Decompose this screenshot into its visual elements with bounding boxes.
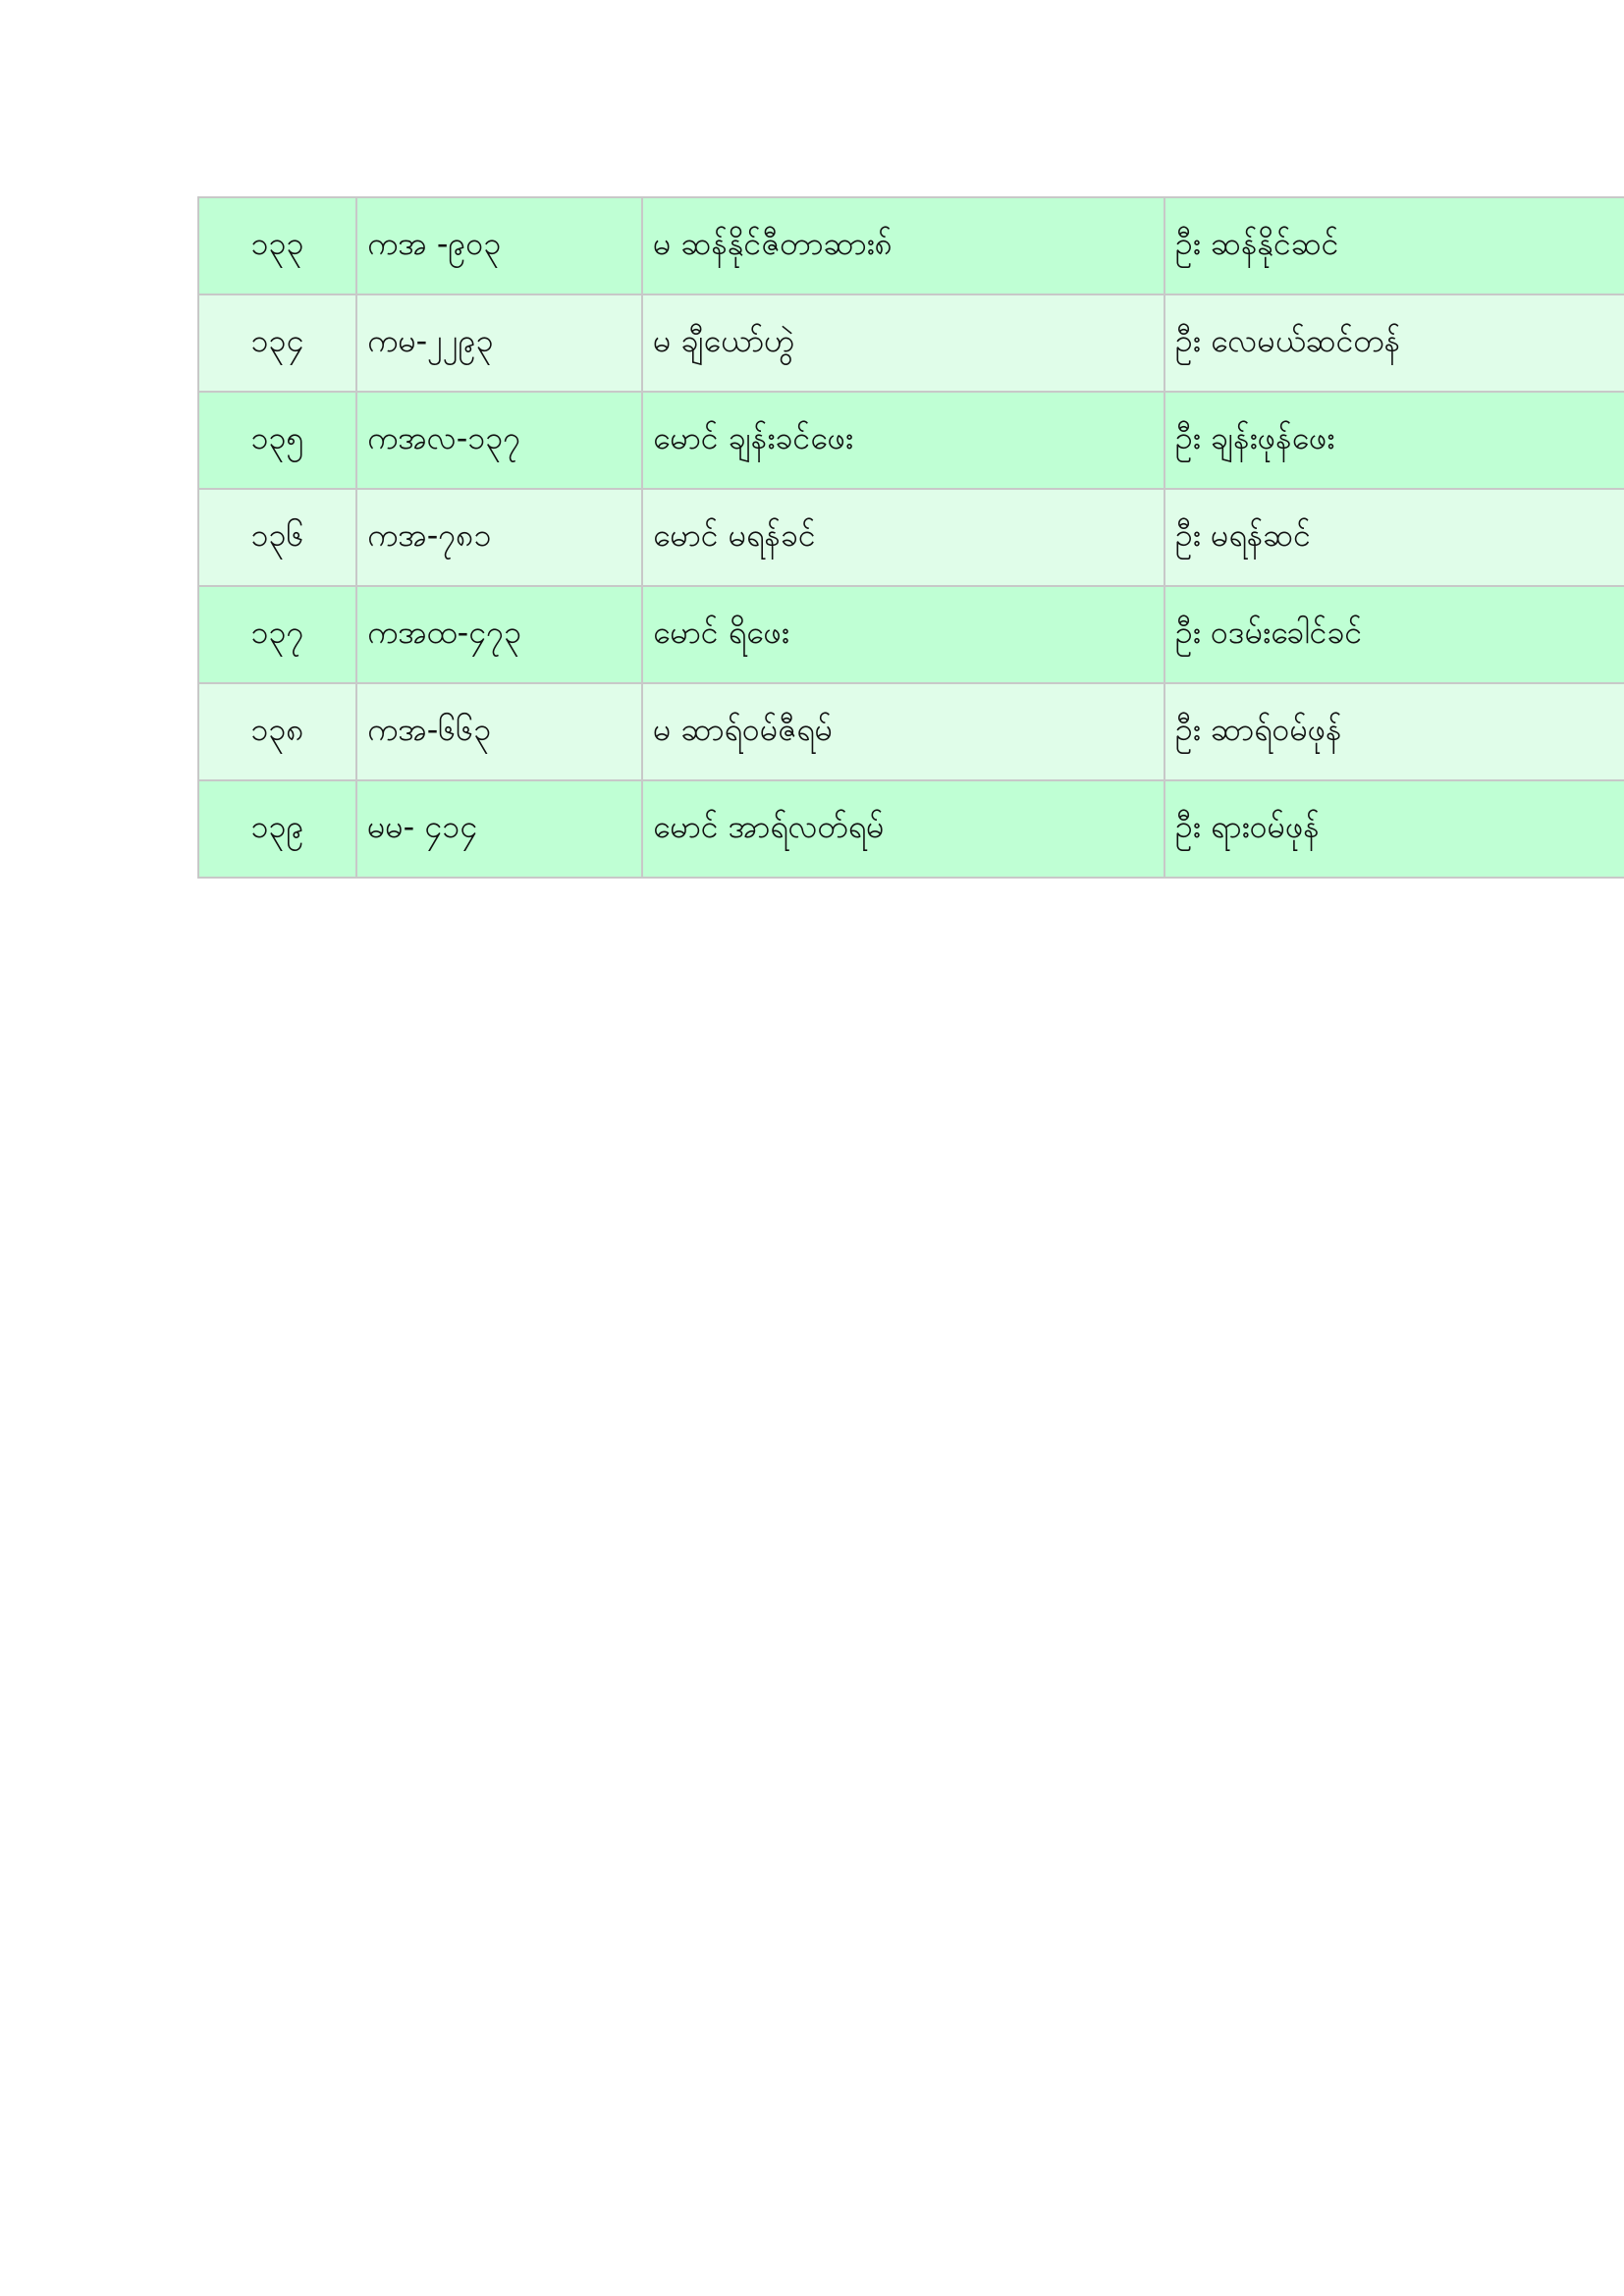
registration-id-cell: မမ- ၄၁၄ bbox=[356, 780, 642, 878]
student-name-cell: မောင် ရိဖေး bbox=[642, 586, 1164, 683]
student-name-cell: မ ချီယော်ဟွဲ bbox=[642, 294, 1164, 392]
row-number-cell: ၁၃၄ bbox=[198, 294, 356, 392]
table-row bbox=[198, 780, 1624, 878]
registration-id-cell: ကအ-၇၈၁ bbox=[356, 489, 642, 586]
student-name-cell: မောင် မရန်ခင် bbox=[642, 489, 1164, 586]
student-name-cell: မောင် အာရ်လတ်ရမ် bbox=[642, 780, 1164, 878]
parent-name-cell: ဦး ရားဝမ်ဖုန် bbox=[1164, 780, 1624, 878]
row-number-cell: ၁၃၉ bbox=[198, 780, 356, 878]
registration-id-cell: ကအ-၆၆၃ bbox=[356, 683, 642, 780]
student-name-cell: မောင် ချန်းခင်ဖေး bbox=[642, 392, 1164, 489]
table-row bbox=[198, 683, 1624, 780]
parent-name-cell: ဦး ချန်းဖုန်ဖေး bbox=[1164, 392, 1624, 489]
registration-id-cell: ကအထ-၄၇၃ bbox=[356, 586, 642, 683]
table-row bbox=[198, 489, 1624, 586]
table-row bbox=[198, 392, 1624, 489]
table-row bbox=[198, 197, 1624, 294]
student-table-container bbox=[197, 196, 1624, 879]
table-row bbox=[198, 586, 1624, 683]
row-number-cell: ၁၃၈ bbox=[198, 683, 356, 780]
row-number-cell: ၁၃၃ bbox=[198, 197, 356, 294]
parent-name-cell: ဦး မရန်ဆင် bbox=[1164, 489, 1624, 586]
parent-name-cell: ဦး ဆာရ်ဝမ်ဖုန် bbox=[1164, 683, 1624, 780]
student-name-cell: မ ဆန်နိုင်ဇီတာဆား၈် bbox=[642, 197, 1164, 294]
registration-id-cell: ကမ-၂၂၉၃ bbox=[356, 294, 642, 392]
parent-name-cell: ဦး ဆန်နိုင်ဆင် bbox=[1164, 197, 1624, 294]
parent-name-cell: ဦး လေမယ်ဆင်တန် bbox=[1164, 294, 1624, 392]
row-number-cell: ၁၃၆ bbox=[198, 489, 356, 586]
row-number-cell: ၁၃၇ bbox=[198, 586, 356, 683]
row-number-cell: ၁၃၅ bbox=[198, 392, 356, 489]
registration-id-cell: ကအလ-၁၃၇ bbox=[356, 392, 642, 489]
parent-name-cell: ဦး ဝဒမ်းခေါင်ခင် bbox=[1164, 586, 1624, 683]
table-row bbox=[198, 294, 1624, 392]
student-name-cell: မ ဆာရ်ဝမ်ဇီရမ် bbox=[642, 683, 1164, 780]
registration-id-cell: ကအ -၉၀၃ bbox=[356, 197, 642, 294]
student-table bbox=[197, 196, 1624, 879]
